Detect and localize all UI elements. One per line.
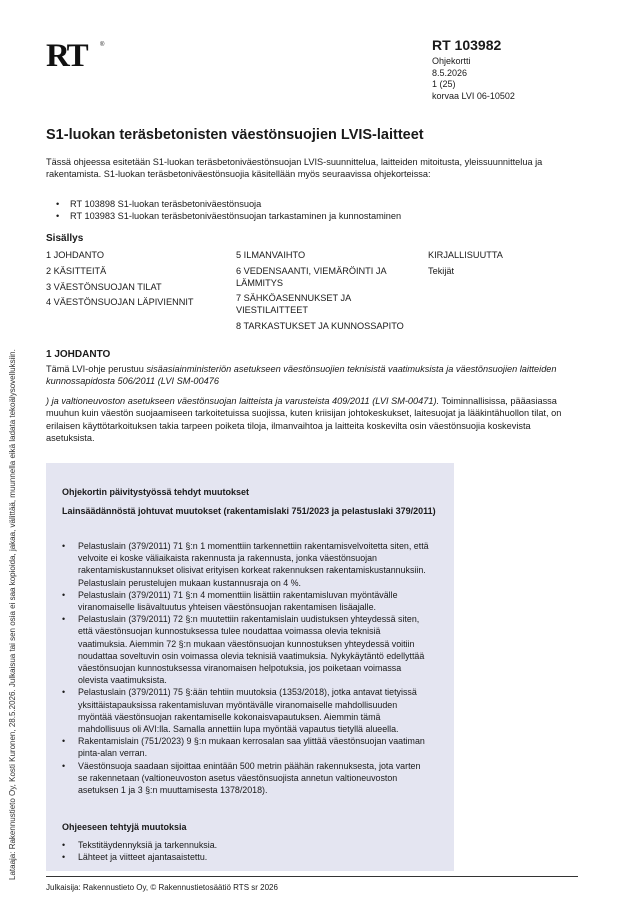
toc-column-1 bbox=[46, 250, 194, 313]
guide-changes-heading: Ohjeeseen tehtyjä muutoksia bbox=[62, 822, 187, 832]
toc-item[interactable]: Tekijät bbox=[428, 265, 455, 276]
download-watermark: Lataaja: Rakennustieto Oy, Kosti Kuronen, 28.5.2026. Julkaisua tai sen osia ei saa kopioida, jakaa, välittää, muunnella eikä ladata tekoälysovelluksiin. bbox=[8, 349, 17, 880]
page-title: S1-luokan teräsbetonisten väestönsuojien LVIS-laitteet bbox=[46, 127, 424, 143]
toc-item[interactable]: 8 TARKASTUKSET JA KUNNOSSAPITO bbox=[236, 320, 404, 331]
rt-logo: RT bbox=[46, 38, 87, 74]
toc-item[interactable]: 1 JOHDANTO bbox=[46, 250, 105, 260]
paragraph-text: Toiminnallisissa, pääasiassa muuhun kuin väestön suojaamiseen tarkoitetuissa suojissa, kuten kriisijan johtokeskukset, laitesuojat ja lääkintähuollon tilat, on erilaisen käyttötarkoituksen takia tarpeen poiketa tiloja, ilmanvaihtoa ja laitteita koskevilta osin väestönsuojia koskevista asetuksista. bbox=[46, 396, 562, 444]
section-heading: 1 JOHDANTO bbox=[46, 349, 111, 360]
change-item: • Pelastuslain (379/2011) 72 §:n muutettiin rakentamislain uudistuksen yhteydessä siten, että väestönsuojan kunnostuksessa tulee noudattaa voimassa olevia teknisiä vaatimuksia. Aiemmin 72 §:n mukaan väestönsuojan kunnostuksen yhteydessä voitiin noudattaa soveltuvin osin voimassa olevia teknisiä vaatimuksia. Nykykäytäntö edellyttää väestönsuojan kunnostuksessa viranomaisen helpotuksia, jos poiketaan voimassa olevista vaatimuksista. bbox=[62, 613, 432, 686]
card-code: RT 103982 bbox=[432, 37, 502, 53]
guide-changes-list bbox=[62, 839, 217, 863]
changes-box-subheading: Lainsäädännöstä johtuvat muutokset (rakentamislaki 751/2023 ja pelastuslaki 379/2011) bbox=[62, 506, 436, 516]
toc-column-3 bbox=[428, 250, 503, 282]
card-replaces: korvaa LVI 06-10502 bbox=[432, 90, 515, 101]
toc-heading: Sisällys bbox=[46, 233, 84, 244]
legislative-changes-list bbox=[62, 540, 432, 796]
section-paragraph bbox=[46, 363, 576, 388]
regulation-reference: ) ja valtioneuvoston asetukseen väestönsuojan laitteista ja varusteista 409/2011 (LVI SM-00471). bbox=[46, 396, 440, 406]
change-item: • Pelastuslain (379/2011) 71 §:n 1 momenttiin tarkennettiin rakentamisvelvoitetta siten, että velvoite ei koske väliaikaista rakennusta ja rakennusta, jonka väestönsuojan rakentamiskustannukset olisivat erityisen korkeat rakennuksen rakentamiskustannuksiin. Pelastuslain perustelujen mukaan kustannusraja on 4 %. bbox=[62, 540, 432, 589]
change-item: • Rakentamislain (751/2023) 9 §:n mukaan kerrosalan saa ylittää väestönsuojan vaatiman pinta-alan verran. bbox=[62, 735, 432, 759]
toc-item[interactable]: 6 VEDENSAANTI, VIEMÄRÖINTI JA LÄMMITYS bbox=[236, 265, 387, 288]
change-item: • Lähteet ja viitteet ajantasaistettu. bbox=[62, 851, 217, 863]
toc-item[interactable]: 4 VÄESTÖNSUOJAN LÄPIVIENNIT bbox=[46, 297, 194, 308]
change-item: • Pelastuslain (379/2011) 71 §:n 4 momenttiin lisättiin rakentamisluvan myöntävälle viranomaiselle lisävaltuutus yhteisen väestönsuojan rakentamisen lisäajalle. bbox=[62, 589, 432, 613]
registered-mark: ® bbox=[100, 42, 105, 48]
card-meta bbox=[432, 37, 515, 102]
toc-item[interactable]: 7 SÄHKÖASENNUKSET JA VIESTILAITTEET bbox=[236, 293, 351, 316]
toc-item[interactable]: KIRJALLISUUTTA bbox=[428, 250, 503, 260]
toc-item[interactable]: 5 ILMANVAIHTO bbox=[236, 250, 306, 260]
related-card-item: • RT 103983 S1-luokan teräsbetoniväestönsuojan tarkastaminen ja kunnostaminen bbox=[56, 210, 401, 222]
section-paragraph bbox=[46, 395, 576, 445]
paragraph-lead: Tämä LVI-ohje perustuu bbox=[46, 364, 147, 374]
change-item: • Tekstitäydennyksiä ja tarkennuksia. bbox=[62, 839, 217, 851]
intro-paragraph: Tässä ohjeessa esitetään S1-luokan teräsbetoniväestönsuojan LVIS-suunnittelua, laitteiden mitoitusta, yleissuunnittelua ja rakentamista. S1-luokan teräsbetoniväestönsuojia käsitellään myös seuraavissa ohjekorteissa: bbox=[46, 157, 543, 179]
toc-item[interactable]: 2 KÄSITTEITÄ bbox=[46, 265, 107, 276]
card-date: 8.5.2026 bbox=[432, 67, 468, 78]
toc-column-2 bbox=[236, 250, 406, 337]
changes-box-heading: Ohjekortin päivitystyössä tehdyt muutokset bbox=[62, 487, 250, 497]
publisher-footer: Julkaisija: Rakennustieto Oy, © Rakennustietosäätiö RTS sr 2026 bbox=[46, 883, 278, 892]
toc-item[interactable]: 3 VÄESTÖNSUOJAN TILAT bbox=[46, 281, 162, 292]
regulation-reference: sisäasiainministeriön asetukseen väestönsuojien teknisistä vaatimuksista ja väestönsuojien laitteiden kunnossapidosta 506/2011 (LVI SM-00476 bbox=[46, 364, 557, 387]
change-item: • Väestönsuoja saadaan sijoittaa enintään 500 metrin päähän rakennuksesta, jota varten se rakennetaan (valtioneuvoston asetus väestönsuojista annetun valtioneuvoston asetuksen 1 ja 3 §:n muuttamisesta 1378/2018). bbox=[62, 760, 432, 797]
footer-divider bbox=[46, 876, 578, 877]
related-card-item: • RT 103898 S1-luokan teräsbetoniväestönsuoja bbox=[56, 198, 401, 210]
change-item: • Pelastuslain (379/2011) 75 §:ään tehtiin muutoksia (1353/2018), jotka antavat tietyissä yksittäistapauksissa rakentamisluvan myöntävälle viranomaiselle mahdollisuuden myöntää väestönsuojan rakentamiselle kokonaisvapautuksen. Aiemmin tämä mahdollisuus oli AVI:lla. Samalla annettiin lupa myöntää vapautus tietyllä alueella. bbox=[62, 686, 432, 735]
card-type: Ohjekortti bbox=[432, 56, 471, 66]
related-cards-list bbox=[56, 198, 401, 222]
card-page: 1 (25) bbox=[432, 79, 456, 89]
